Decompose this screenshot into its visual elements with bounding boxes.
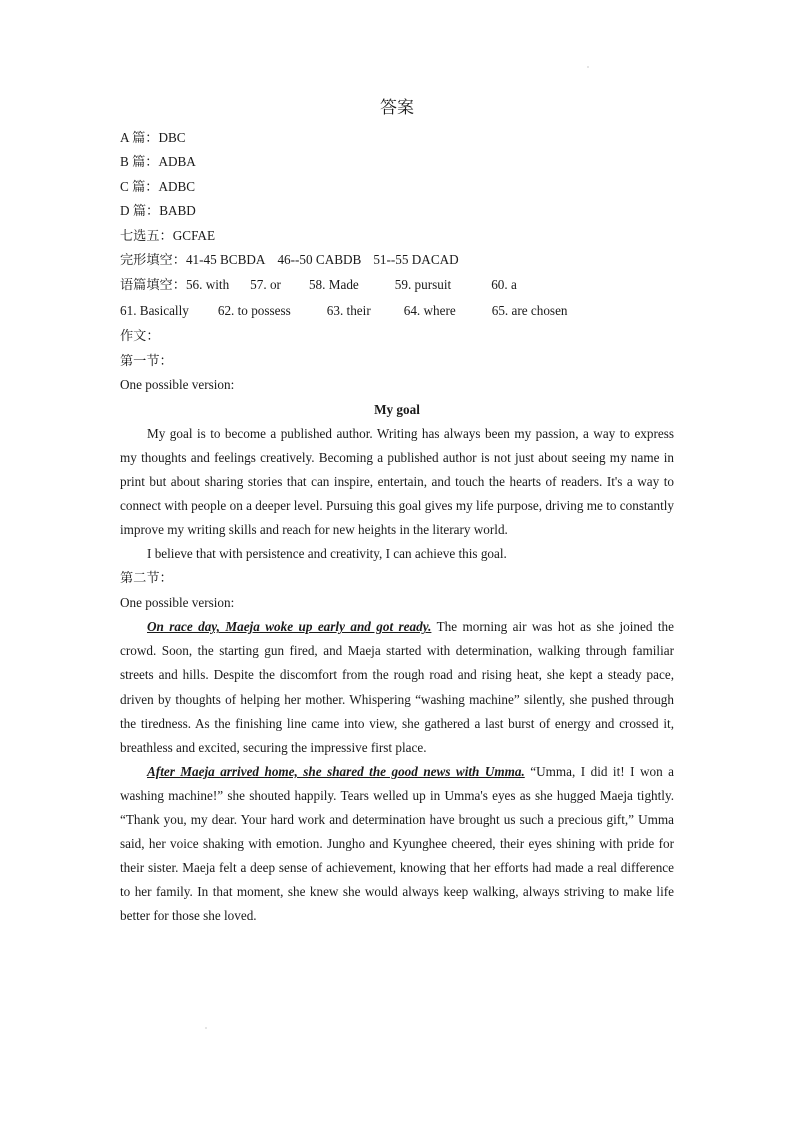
cloze-answers <box>120 248 674 272</box>
section-2-label: 第二节： <box>120 570 173 586</box>
paragraph-body: “Umma, I did it! I won a washing machine!” she shouted happily. Tears welled up in Umma's eyes as she hugged Maeja tightly. “Thank you, my dear. Your hard work and determination have brought us such a precious gift,” Umma said, her voice shaking with emotion. Jungho and Kyunghee cheered, their eyes shining with pride for their sister. Maeja felt a deep sense of achievement, knowing that her efforts had made a real difference to her family. In that moment, she knew she would always keep walking, always striving to make life better for those she loved. <box>120 763 674 924</box>
answer-line-seven-choose-five: 七选五：GCFAE <box>120 227 216 243</box>
grammar-answer: 56. with <box>185 277 230 293</box>
paragraph-lead-sentence: After Maeja arrived home, she shared the good news with Umma. <box>147 763 525 779</box>
section-1-label: 第一节： <box>120 352 173 368</box>
essay-title: My goal <box>374 401 420 417</box>
answer-line-a: A 篇：DBC <box>120 130 186 145</box>
scan-speck <box>205 1027 207 1029</box>
page-title: 答案 <box>380 98 414 117</box>
answer-line-d: D 篇：BABD <box>120 203 196 219</box>
grammar-answers-row-1 <box>120 272 674 298</box>
cloze-group: 46--50 CABDB <box>277 251 362 267</box>
writing-label: 作文： <box>120 328 160 344</box>
grammar-answer: 64. where <box>403 303 456 319</box>
paragraph-body: The morning air was hot as she joined the crowd. Soon, the starting gun fired, and Maeja started with determination, walking through familiar streets and hills. Despite the discomfort from the rough road and rising heat, she kept a steady pace, driven by thoughts of helping her mother. Whispering “washing machine” silently, she pushed through the tiredness. As the finishing line came into view, she gathered a last burst of energy and crossed it, breathless and excited, securing the impressive first place. <box>120 619 674 755</box>
answer-page <box>120 96 674 928</box>
answer-line-c: C 篇：ADBC <box>120 178 196 194</box>
cloze-group: 51--55 DACAD <box>373 251 459 267</box>
grammar-answer: 63. their <box>326 303 371 319</box>
grammar-answer: 61. Basically <box>120 303 189 319</box>
continuation-paragraph <box>120 615 674 760</box>
continuation-paragraph <box>120 760 674 929</box>
essay-paragraph: My goal is to become a published author. Writing has always been my passion, a way to express my thoughts and feelings creatively. Becoming a published author is not just about seeing my name in print but about sharing stories that can inspire, entertain, and touch the hearts of readers. It's a way to connect with people on a deeper level. Pursuing this goal gives my life purpose, driving me to constantly improve my writing skills and reach for new heights in the literary world. <box>120 425 674 538</box>
paragraph-lead-sentence: On race day, Maeja woke up early and got ready. <box>147 619 432 635</box>
section-2-version-label: One possible version: <box>120 594 235 610</box>
grammar-answer: 57. or <box>250 277 281 293</box>
grammar-answer: 62. to possess <box>217 303 291 319</box>
grammar-answer: 60. a <box>491 277 517 293</box>
essay-paragraph: I believe that with persistence and creativity, I can achieve this goal. <box>147 546 507 562</box>
section-1-version-label: One possible version: <box>120 377 235 393</box>
grammar-answers-row-2 <box>120 298 674 324</box>
grammar-answer: 58. Made <box>308 277 359 293</box>
grammar-answer: 65. are chosen <box>491 303 568 319</box>
grammar-label: 语篇填空： <box>120 277 186 293</box>
scan-speck <box>587 66 589 68</box>
answer-line-b: B 篇：ADBA <box>120 154 196 170</box>
cloze-group: 41-45 BCBDA <box>185 251 266 267</box>
cloze-label: 完形填空： <box>120 251 186 267</box>
grammar-answer: 59. pursuit <box>394 277 452 293</box>
